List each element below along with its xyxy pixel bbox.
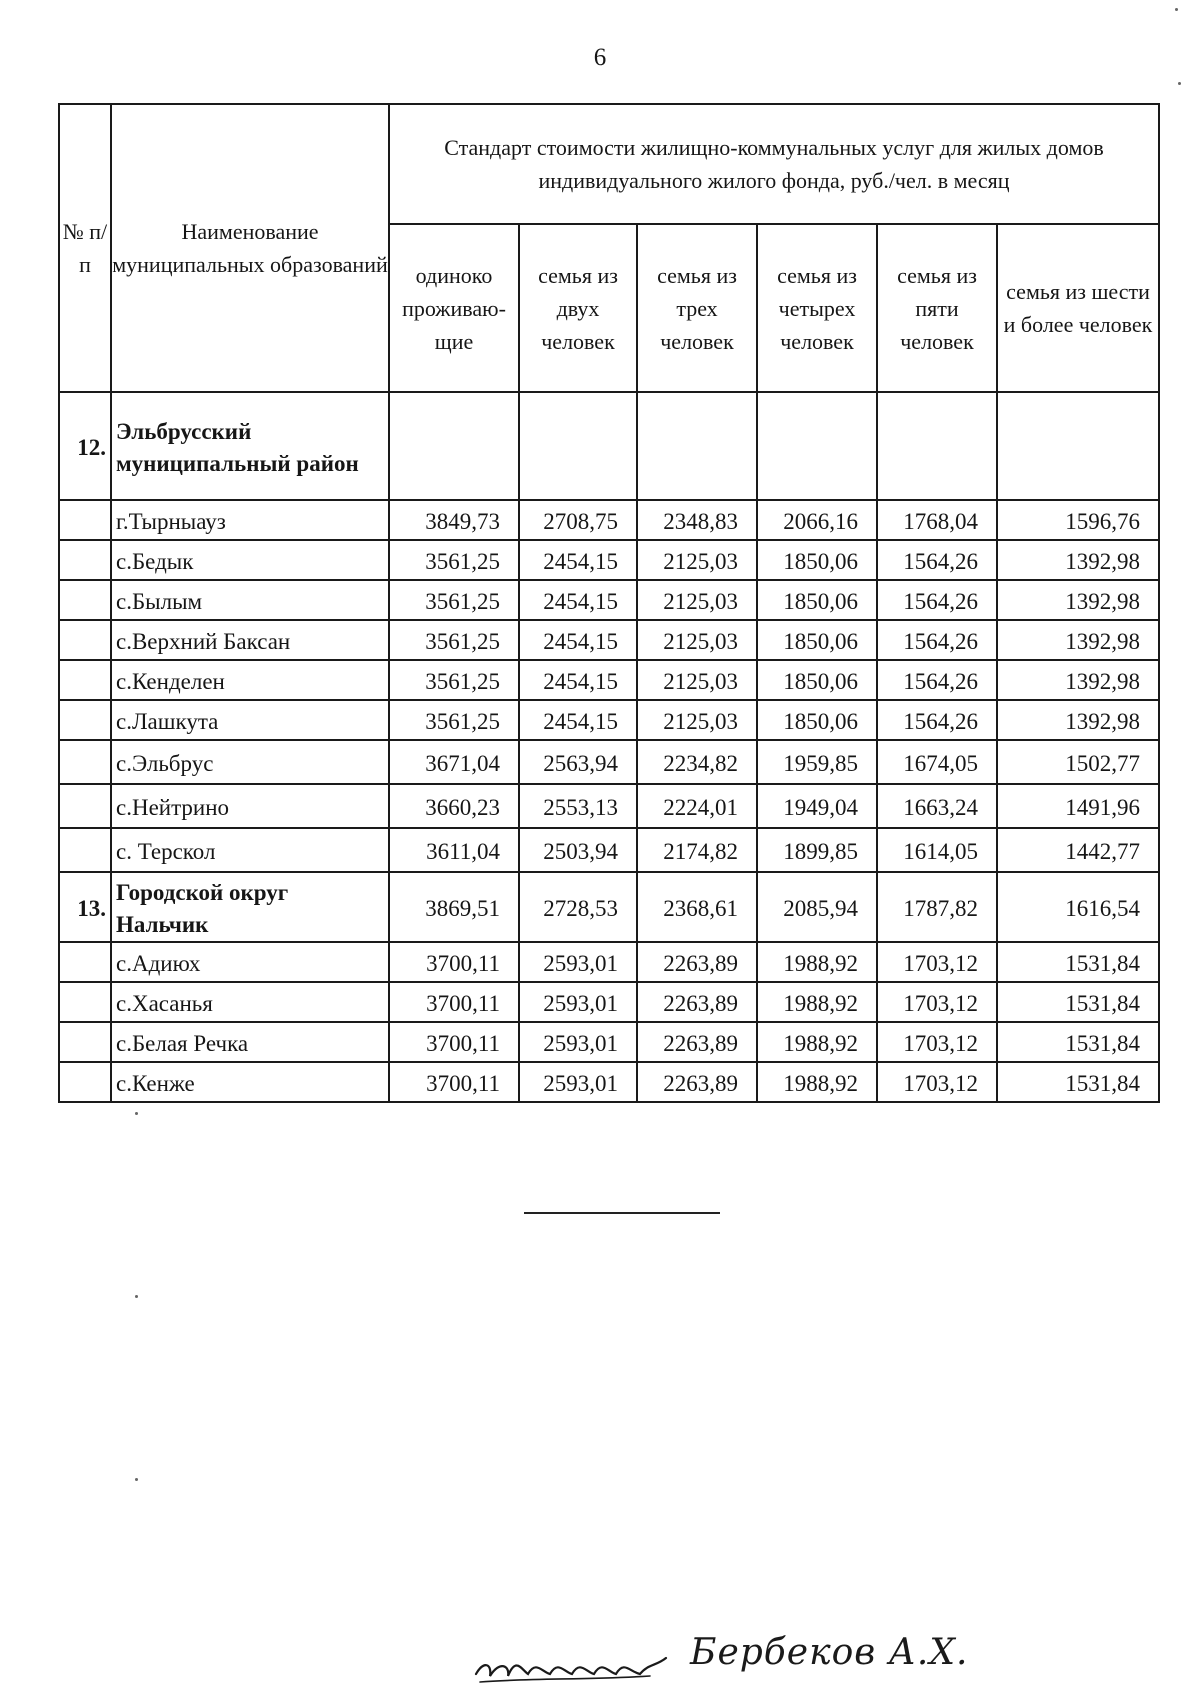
row-value-cell: 3700,11 [389,1062,519,1102]
row-value-cell: 1596,76 [997,500,1159,540]
row-value-cell: 2085,94 [757,872,877,942]
row-municipality-name: с.Адиюх [111,942,389,982]
row-value-cell: 1502,77 [997,740,1159,784]
row-index [59,828,111,872]
table-row [59,660,1159,700]
table-row [59,1022,1159,1062]
row-value-cell: 2125,03 [637,700,757,740]
row-value-cell: 2593,01 [519,982,637,1022]
row-index [59,580,111,620]
row-index [59,500,111,540]
separator-line [524,1212,720,1214]
row-municipality-name: с.Хасанья [111,982,389,1022]
header-cost-standard: Стандарт стоимости жилищно-коммунальных услуг для жилых домов индивидуального жилого фонда, руб./чел. в месяц [389,104,1159,224]
row-municipality-name: с.Верхний Баксан [111,620,389,660]
row-value-cell: 1850,06 [757,540,877,580]
row-value-cell: 1899,85 [757,828,877,872]
page-number: 6 [593,44,607,71]
row-value-cell: 1988,92 [757,1062,877,1102]
row-index [59,660,111,700]
row-value-cell [997,392,1159,500]
table-row [59,784,1159,828]
header-col-family-5: семья из пяти человек [877,224,997,392]
row-value-cell: 1392,98 [997,540,1159,580]
row-value-cell: 2263,89 [637,1022,757,1062]
row-value-cell: 2454,15 [519,620,637,660]
scan-speck [1178,82,1181,85]
row-value-cell [757,392,877,500]
row-value-cell [519,392,637,500]
table-row [59,1062,1159,1102]
row-value-cell: 1703,12 [877,942,997,982]
row-value-cell: 2348,83 [637,500,757,540]
table-row [59,620,1159,660]
row-value-cell [877,392,997,500]
row-index [59,620,111,660]
row-value-cell: 2454,15 [519,700,637,740]
row-value-cell: 1392,98 [997,700,1159,740]
row-value-cell: 2454,15 [519,540,637,580]
row-value-cell: 1392,98 [997,620,1159,660]
row-value-cell: 1988,92 [757,942,877,982]
row-value-cell: 1531,84 [997,1022,1159,1062]
row-value-cell: 1850,06 [757,620,877,660]
row-municipality-name: г.Тырныауз [111,500,389,540]
row-municipality-name: Городской округ Нальчик [111,872,389,942]
table-body [59,392,1159,1102]
row-value-cell: 1787,82 [877,872,997,942]
header-col-family-4: семья из четырех человек [757,224,877,392]
row-value-cell: 1674,05 [877,740,997,784]
row-municipality-name: с.Белая Речка [111,1022,389,1062]
row-value-cell: 2593,01 [519,1022,637,1062]
table-row [59,500,1159,540]
row-value-cell: 1949,04 [757,784,877,828]
table-row [59,982,1159,1022]
row-value-cell: 1614,05 [877,828,997,872]
header-col-family-3: семья из трех человек [637,224,757,392]
row-index [59,740,111,784]
row-value-cell: 2224,01 [637,784,757,828]
row-value-cell: 2454,15 [519,660,637,700]
header-municipality-name: Наименование муниципальных образований [111,104,389,392]
row-municipality-name: с.Кенделен [111,660,389,700]
row-value-cell: 3561,25 [389,580,519,620]
row-value-cell: 2728,53 [519,872,637,942]
row-value-cell: 3671,04 [389,740,519,784]
row-value-cell: 2563,94 [519,740,637,784]
row-municipality-name: Эльбрусский муниципальный район [111,392,389,500]
row-value-cell: 1850,06 [757,660,877,700]
table-row [59,700,1159,740]
row-value-cell: 1442,77 [997,828,1159,872]
row-value-cell: 2454,15 [519,580,637,620]
row-value-cell: 3700,11 [389,1022,519,1062]
header-col-single: одиноко проживаю-щие [389,224,519,392]
row-value-cell: 1564,26 [877,700,997,740]
row-value-cell: 1531,84 [997,1062,1159,1102]
row-value-cell: 3700,11 [389,982,519,1022]
row-value-cell: 3660,23 [389,784,519,828]
row-municipality-name: с.Нейтрино [111,784,389,828]
housing-cost-standard-table [58,103,1160,1103]
row-value-cell: 3849,73 [389,500,519,540]
row-value-cell: 1703,12 [877,982,997,1022]
row-value-cell: 2125,03 [637,620,757,660]
table-row [59,540,1159,580]
scan-speck [135,1295,138,1298]
row-municipality-name: с.Эльбрус [111,740,389,784]
row-value-cell: 2234,82 [637,740,757,784]
district-row [59,392,1159,500]
row-value-cell: 1988,92 [757,1022,877,1062]
row-value-cell: 1564,26 [877,540,997,580]
row-value-cell [389,392,519,500]
scan-speck [1175,8,1178,11]
row-index [59,700,111,740]
row-value-cell: 1850,06 [757,700,877,740]
scan-speck [135,1112,138,1115]
row-value-cell: 1703,12 [877,1022,997,1062]
row-value-cell: 1564,26 [877,580,997,620]
row-value-cell: 2263,89 [637,942,757,982]
row-value-cell: 2263,89 [637,982,757,1022]
row-value-cell: 1616,54 [997,872,1159,942]
row-index [59,1022,111,1062]
row-value-cell: 2553,13 [519,784,637,828]
row-value-cell: 1703,12 [877,1062,997,1102]
row-value-cell: 1850,06 [757,580,877,620]
row-index: 13. [59,872,111,942]
row-value-cell: 1663,24 [877,784,997,828]
row-value-cell: 1564,26 [877,660,997,700]
table-header [59,104,1159,392]
row-value-cell: 2708,75 [519,500,637,540]
row-value-cell: 1959,85 [757,740,877,784]
row-value-cell: 3611,04 [389,828,519,872]
row-municipality-name: с.Кенже [111,1062,389,1102]
row-value-cell: 2263,89 [637,1062,757,1102]
row-value-cell: 2066,16 [757,500,877,540]
row-value-cell: 2368,61 [637,872,757,942]
district-row [59,872,1159,942]
row-index [59,784,111,828]
row-value-cell: 2125,03 [637,660,757,700]
row-value-cell: 2593,01 [519,1062,637,1102]
row-value-cell: 3700,11 [389,942,519,982]
row-value-cell: 1564,26 [877,620,997,660]
signature-name: Бербеков А.Х. [690,1632,969,1673]
row-value-cell: 2125,03 [637,580,757,620]
row-index [59,942,111,982]
header-col-family-2: семья из двух человек [519,224,637,392]
row-value-cell: 2593,01 [519,942,637,982]
row-value-cell: 1392,98 [997,580,1159,620]
row-value-cell: 3869,51 [389,872,519,942]
row-value-cell: 2503,94 [519,828,637,872]
table-row [59,580,1159,620]
row-index [59,1062,111,1102]
table-row [59,828,1159,872]
row-municipality-name: с.Бедык [111,540,389,580]
row-value-cell: 1768,04 [877,500,997,540]
row-index: 12. [59,392,111,500]
row-value-cell: 3561,25 [389,540,519,580]
row-municipality-name: с.Лашкута [111,700,389,740]
row-index [59,982,111,1022]
header-index: № п/п [59,104,111,392]
row-value-cell: 2174,82 [637,828,757,872]
row-municipality-name: с.Былым [111,580,389,620]
row-value-cell: 3561,25 [389,620,519,660]
row-value-cell: 1531,84 [997,982,1159,1022]
header-col-family-6-plus: семья из шести и более человек [997,224,1159,392]
row-value-cell: 1988,92 [757,982,877,1022]
row-index [59,540,111,580]
row-municipality-name: с. Терскол [111,828,389,872]
row-value-cell: 3561,25 [389,660,519,700]
row-value-cell: 1491,96 [997,784,1159,828]
row-value-cell: 1531,84 [997,942,1159,982]
scan-speck [135,1478,138,1481]
table-row [59,740,1159,784]
row-value-cell: 2125,03 [637,540,757,580]
table-row [59,942,1159,982]
row-value-cell: 3561,25 [389,700,519,740]
row-value-cell: 1392,98 [997,660,1159,700]
row-value-cell [637,392,757,500]
